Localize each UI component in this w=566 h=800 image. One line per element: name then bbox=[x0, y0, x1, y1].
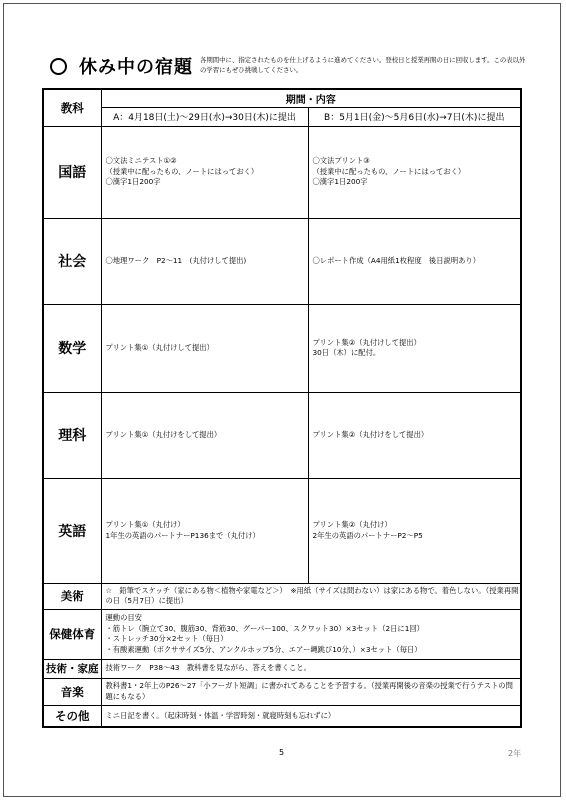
table-row bbox=[43, 609, 521, 659]
heading bbox=[50, 53, 193, 79]
cell-line: 教科書1・2年上のP26～27「小フーガト短調」に書かれてあることを予習する。（授業再開後の音楽の授業で行うテストの問題にもなる） bbox=[105, 681, 513, 701]
cell-line: 〇漢字1日200字 bbox=[312, 177, 368, 187]
cell-line: ・有酸素運動（ボクササイズ5分、アンクルホップ5分、エアー縄跳び10分、）×3セット（毎日） bbox=[105, 644, 422, 654]
cell-line: 技術ワーク P38～43 教科書を見ながら、答えを書くこと。 bbox=[105, 663, 311, 673]
subject-cell: 国語 bbox=[43, 126, 101, 218]
cell-a bbox=[101, 304, 308, 392]
cell-line: 〇地理ワーク P2～11 (丸付けして提出) bbox=[105, 255, 247, 265]
subject-cell: 保健体育 bbox=[43, 609, 101, 659]
cell-line: プリント集②（丸付けして提出） bbox=[312, 337, 421, 347]
cell-line: ・ストレッチ30分×2セット（毎日） bbox=[105, 634, 228, 643]
table-row bbox=[43, 218, 521, 304]
wide-cell bbox=[101, 705, 521, 727]
cell-b bbox=[308, 478, 521, 583]
circle-icon bbox=[50, 58, 67, 75]
cell-line: （授業中に配ったもの、ノートにはっておく） bbox=[312, 166, 466, 176]
cell-line: 〇漢字1日200字 bbox=[105, 177, 161, 187]
column-a-header: A：4月18日(土)～29日(水)→30日(木)に提出 bbox=[101, 107, 308, 126]
homework-table bbox=[42, 88, 522, 728]
cell-line: プリント集②（丸付けをして提出） bbox=[312, 429, 429, 439]
cell-line: プリント集①（丸付け） bbox=[105, 520, 185, 529]
table-row bbox=[43, 304, 521, 392]
column-b-header: B：5月1日(金)～5月6日(水)→7日(木)に提出 bbox=[308, 107, 521, 126]
cell-line: プリント集②（丸付け） bbox=[312, 520, 392, 529]
subject-cell: 数学 bbox=[43, 304, 101, 392]
cell-line: ・筋トレ（腕立て30、腹筋30、背筋30、グーパー100、スクワット30）×3セット（2日に1回） bbox=[105, 623, 424, 633]
subject-cell: 理科 bbox=[43, 392, 101, 478]
cell-line: 30日（木）に配付。 bbox=[312, 348, 381, 357]
subject-cell: 美術 bbox=[43, 583, 101, 609]
grade-label: 2年 bbox=[508, 749, 522, 758]
cell-a bbox=[101, 126, 308, 218]
page-number: 5 bbox=[279, 748, 285, 757]
cell-line: ☆ 鉛筆でスケッチ（家にある物＜植物や家電など＞） ※用紙（サイズは問わない）は家にある物で。着色しない。（授業再開の日（5月7日）に提出） bbox=[105, 585, 519, 605]
subject-header: 教科 bbox=[43, 89, 101, 126]
cell-line: 〇文法ミニテスト①② bbox=[105, 156, 177, 166]
cell-b bbox=[308, 392, 521, 478]
subject-cell: 社会 bbox=[43, 218, 101, 304]
cell-line: 2年生の英語のパートナーP2～P5 bbox=[312, 530, 423, 540]
cell-line: 運動の目安 bbox=[105, 613, 142, 622]
cell-line: プリント集①（丸付けして提出） bbox=[105, 342, 214, 352]
cell-line: 〇レポート作成（A4用紙1枚程度 後日説明あり） bbox=[312, 255, 481, 265]
period-header: 期間・内容 bbox=[101, 89, 521, 107]
wide-cell bbox=[101, 659, 521, 678]
page-title: 休み中の宿題 bbox=[79, 57, 193, 78]
cell-line: 〇文法プリント③ bbox=[312, 156, 370, 166]
cell-b bbox=[308, 218, 521, 304]
table-row bbox=[43, 126, 521, 218]
wide-cell bbox=[101, 678, 521, 705]
cell-line: （授業中に配ったもの、ノートにはっておく） bbox=[105, 166, 259, 176]
cell-line: プリント集①（丸付けをして提出） bbox=[105, 429, 222, 439]
table-row bbox=[43, 659, 521, 678]
subject-cell: 音楽 bbox=[43, 678, 101, 705]
wide-cell bbox=[101, 583, 521, 609]
cell-line: 1年生の英語のパートナーP136まで（丸付け） bbox=[105, 530, 260, 540]
cell-b bbox=[308, 304, 521, 392]
cell-line: ミニ日記を書く。（起床時刻・体温・学習時刻・就寝時刻も忘れずに） bbox=[105, 710, 336, 720]
cell-a bbox=[101, 218, 308, 304]
table-row bbox=[43, 392, 521, 478]
cell-a bbox=[101, 392, 308, 478]
wide-cell bbox=[101, 609, 521, 659]
cell-a bbox=[101, 478, 308, 583]
cell-b bbox=[308, 126, 521, 218]
table-row bbox=[43, 678, 521, 705]
subject-cell: その他 bbox=[43, 705, 101, 727]
heading-note: 各期間中に、指定されたものを仕上げるように進めてください。登校日と授業再開の日に回収します。この表以外の学習にもぜひ挑戦してください。 bbox=[200, 56, 526, 74]
subject-cell: 英語 bbox=[43, 478, 101, 583]
table-row bbox=[43, 705, 521, 727]
table-row bbox=[43, 478, 521, 583]
table-row bbox=[43, 583, 521, 609]
subject-cell: 技術・家庭 bbox=[43, 659, 101, 678]
